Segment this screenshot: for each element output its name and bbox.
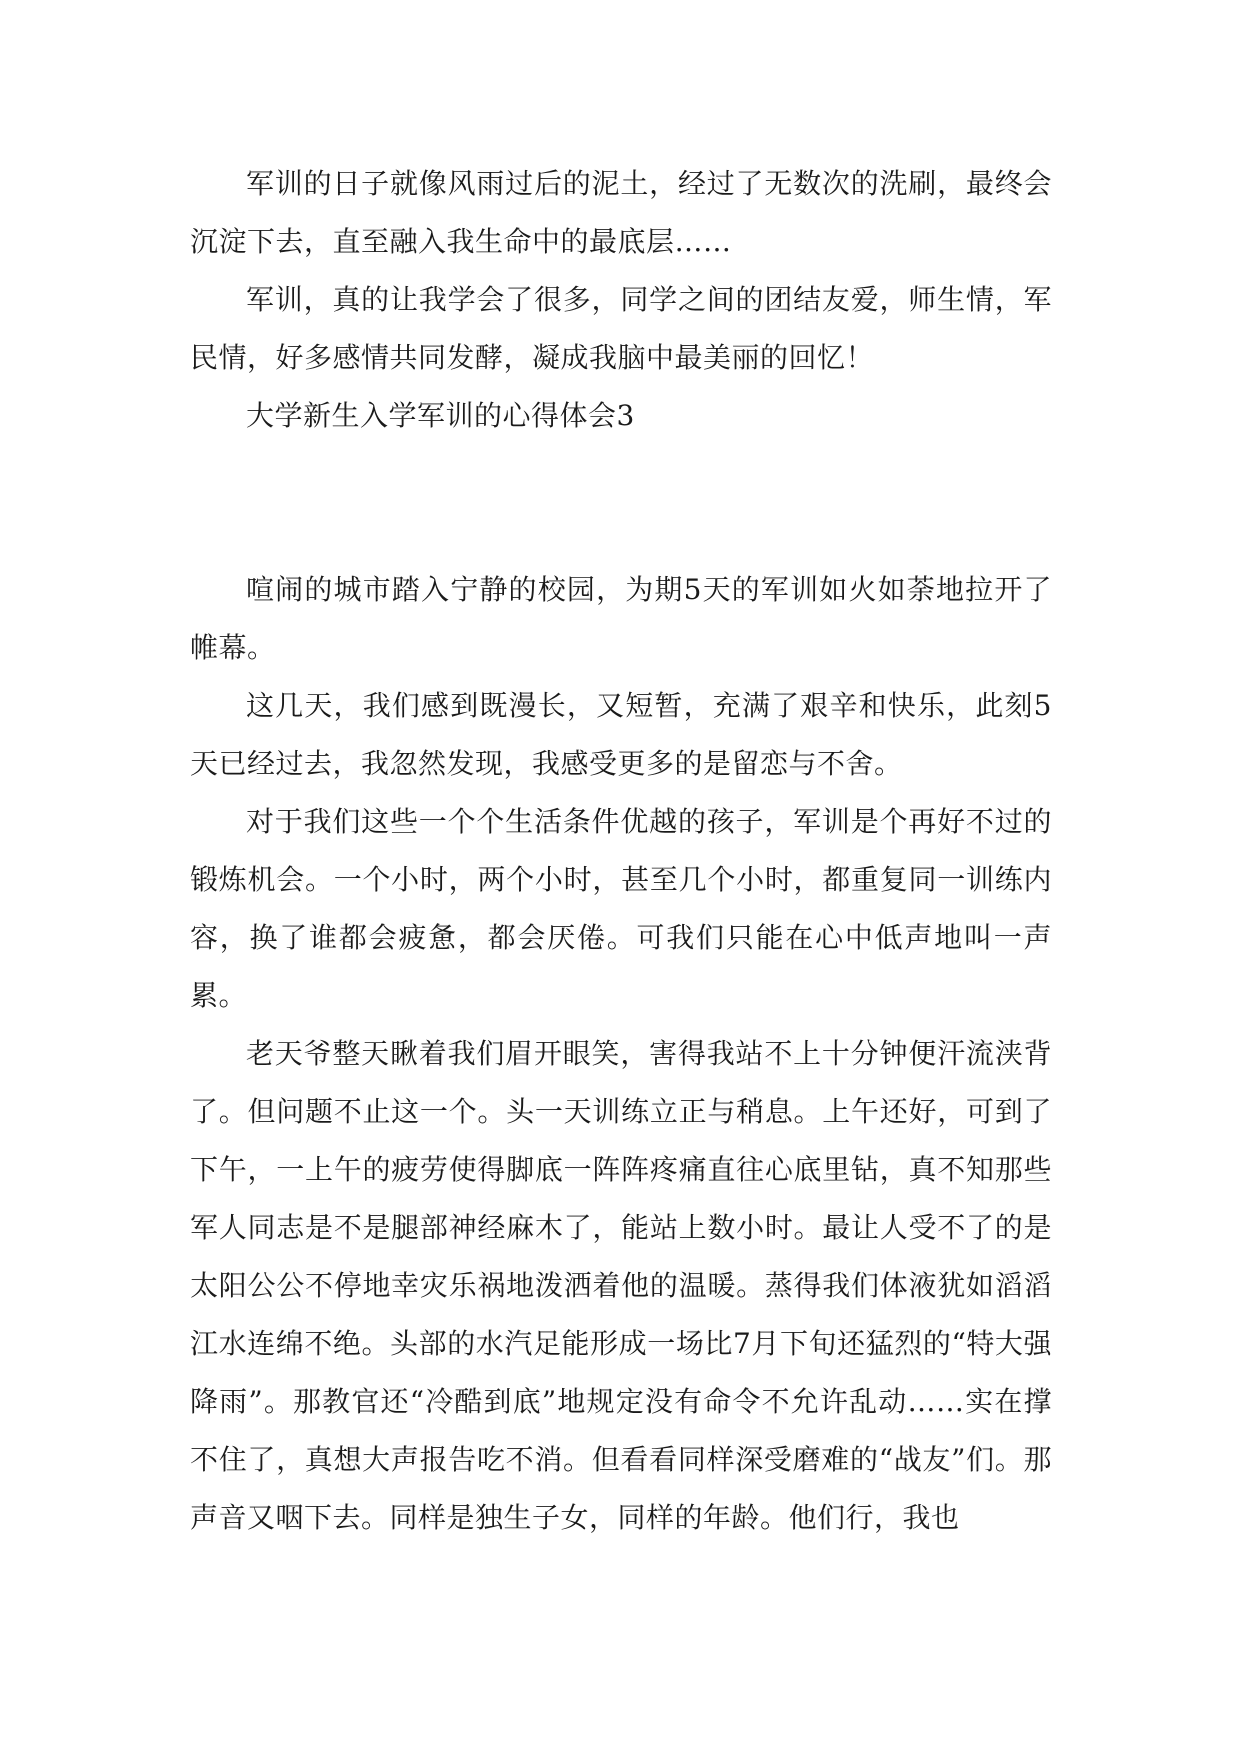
paragraph-hot-weather: 老天爷整天瞅着我们眉开眼笑，害得我站不上十分钟便汗流浃背了。但问题不止这一个。头一天训练立正与稍息。上午还好，可到了下午，一上午的疲劳使得脚底一阵阵疼痛直往心底里钻，真不知那些军人同志是不是腿部神经麻木了，能站上数小时。最让人受不了的是太阳公公不停地幸灾乐祸地泼洒着他的温暖。蒸得我们体液犹如滔滔江水连绵不绝。头部的水汽足能形成一场比7月下旬还猛烈的“特大强降雨”。那教官还“冷酷到底”地规定没有命令不允许乱动……实在撑不住了，真想大声报告吃不消。但看看同样深受磨难的“战友”们。那声音又咽下去。同样是独生子女，同样的年龄。他们行，我也 [190,1037,1052,1534]
paragraph-these-days: 这几天，我们感到既漫长，又短暂，充满了艰辛和快乐，此刻5天已经过去，我忽然发现，我感受更多的是留恋与不舍。 [190,689,1052,780]
paragraph-military-training-days: 军训的日子就像风雨过后的泥土，经过了无数次的洗刷，最终会沉淀下去，直至融入我生命中的最底层…… [190,167,1052,258]
paragraph-learned-a-lot: 军训，真的让我学会了很多，同学之间的团结友爱，师生情，军民情，好多感情共同发酵，凝成我脑中最美丽的回忆！ [190,283,1052,374]
blank-spacer [190,445,1052,561]
section-heading: 大学新生入学军训的心得体会3 [246,399,635,432]
paragraph-training-opportunity: 对于我们这些一个个生活条件优越的孩子，军训是个再好不过的锻炼机会。一个小时，两个小时，甚至几个小时，都重复同一训练内容，换了谁都会疲惫，都会厌倦。可我们只能在心中低声地叫一声累。 [190,805,1052,1012]
paragraph-campus-arrival: 喧闹的城市踏入宁静的校园，为期5天的军训如火如荼地拉开了帷幕。 [190,573,1052,664]
document-body [190,155,1052,1547]
